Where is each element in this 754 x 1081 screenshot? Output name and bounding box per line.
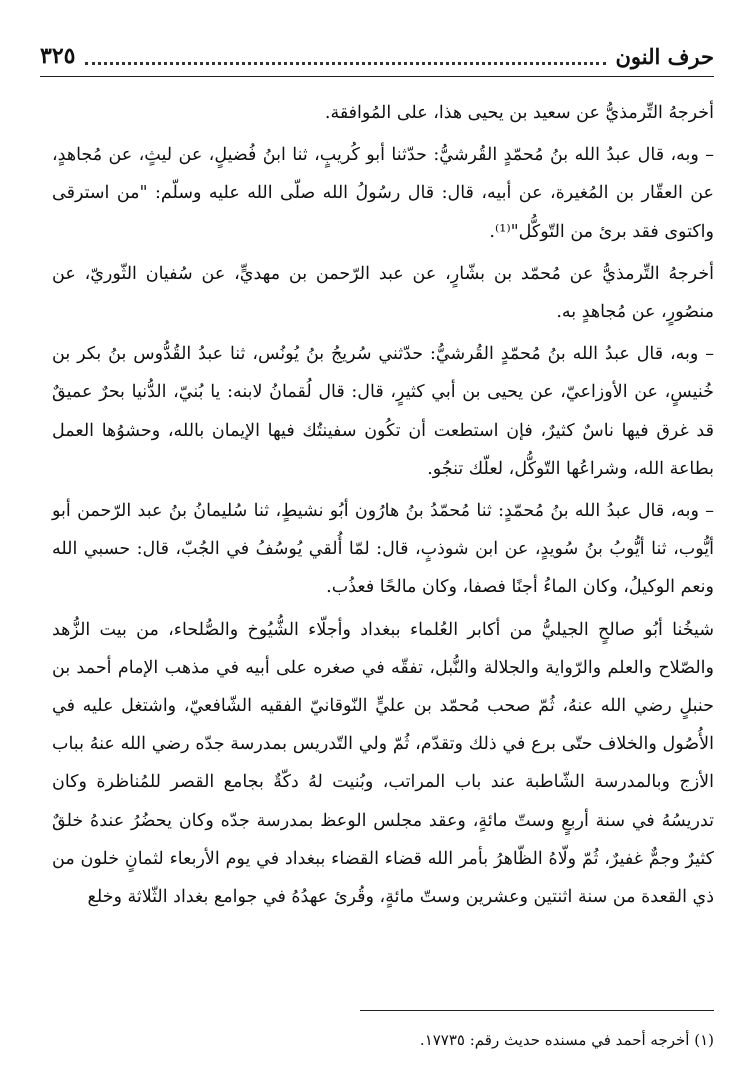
- paragraph: شيخُنا أبُو صالحٍ الجيليُّ من أكابر العُلماء ببغداد وأجلّاء الشُّيُوخ والصُّلحاء، من بيت الزُّهد والصّلاح والعلم والرّواية والجلالة والنُّبل، تفقّه في صغره على أبيه في مذهب الإمام أحمد بن حنبلٍ رضي الله عنهُ، ثُمّ صحب مُحمّد بن عليٍّ النّوقانيّ الفقيه الشّافعيّ، واشتغل عليه في الأُصُول والخلاف حتّى برع في ذلك وتقدّم، ثُمّ ولي التّدريس بمدرسة جدّه رضي الله عنهُ بباب الأزج وبالمدرسة الشّاطبة عند باب المراتب، وبُنيت لهُ دكّةٌ بجامع القصر للمُناظرة وكان تدريسُهُ في سنة أربعٍ وستّ مائةٍ، وعقد مجلس الوعظ بمدرسة جدّه وكان يحضُرُ عندهُ خلقٌ كثيرٌ وجمٌّ غفيرٌ، ثُمّ ولّاهُ الظّاهرُ بأمر الله قضاء القضاء ببغداد في يوم الأربعاء لثمانٍ خلون من ذي القعدة من سنة اثنتين وعشرين وستّ مائةٍ، وقُرئ عهدُهُ في جوامع بغداد الثّلاثة وخلع: [52, 619, 714, 908]
- paragraph: أخرجهُ التِّرمذيُّ عن مُحمّد بن بشّارٍ، عن عبد الرّحمن بن مهديٍّ، عن سُفيان الثّوريّ، عن منصُورٍ، عن مُجاهدٍ به.: [52, 263, 714, 323]
- paragraph: – وبه، قال عبدُ الله بنُ مُحمّدٍ: ثنا مُحمّدُ بنُ هارُون أبُو نشيطٍ، ثنا سُليمانُ بنُ عبد الرّحمن أبو أيُّوب، ثنا أيُّوبُ بنُ سُويدٍ، عن ابن شوذبٍ، قال: لمّا أُلقي يُوسُفُ في الجُبّ، قال: حسبي الله ونعم الوكيلُ، وكان الماءُ أجنًا فصفا، وكان مالحًا فعذُب.: [52, 501, 714, 598]
- footnote-separator: [360, 1010, 714, 1011]
- footnote: (١) أخرجه أحمد في مسنده حديث رقم: ١٧٧٣٥.: [419, 1031, 714, 1049]
- page-number: ٣٢٥: [40, 43, 76, 69]
- paragraph: – وبه، قال عبدُ الله بنُ مُحمّدٍ القُرشيُّ: حدّثني سُريجُ بنُ يُونُس، ثنا عبدُ القُدُّوس بنُ بكر بن خُنيسٍ، عن الأوزاعيّ، عن يحيى بن أبي كثيرٍ، قال: قال لُقمانُ لابنه: يا بُنيّ، الدُّنيا بحرٌ عميقٌ قد غرق فيها ناسٌ كثيرٌ، فإن استطعت أن تكُون سفينتُك فيها الإيمان بالله، وحشوُها العمل بطاعة الله، وشراعُها التّوكُّل، لعلّك تنجُو.: [52, 344, 714, 479]
- paragraph: أخرجهُ التِّرمذيُّ عن سعيد بن يحيى هذا، على المُوافقة.: [324, 103, 714, 123]
- page-header: [40, 36, 714, 77]
- header-dot-leader: [85, 60, 605, 65]
- paragraph: – وبه، قال عبدُ الله بنُ مُحمّدٍ القُرشيُّ: حدّثنا أبو كُريبٍ، ثنا ابنُ فُضيلٍ، عن ليثٍ، عن مُجاهدٍ، عن العقّار بن المُغيرة، عن أبيه، قال: قال رسُولُ الله صلّى الله عليه وسلّم: "من استرقى واكتوى فقد برئ من التّوكُّل"⁽¹⁾.: [52, 145, 714, 242]
- chapter-title: حرف النون: [615, 43, 714, 69]
- main-text: [52, 94, 714, 916]
